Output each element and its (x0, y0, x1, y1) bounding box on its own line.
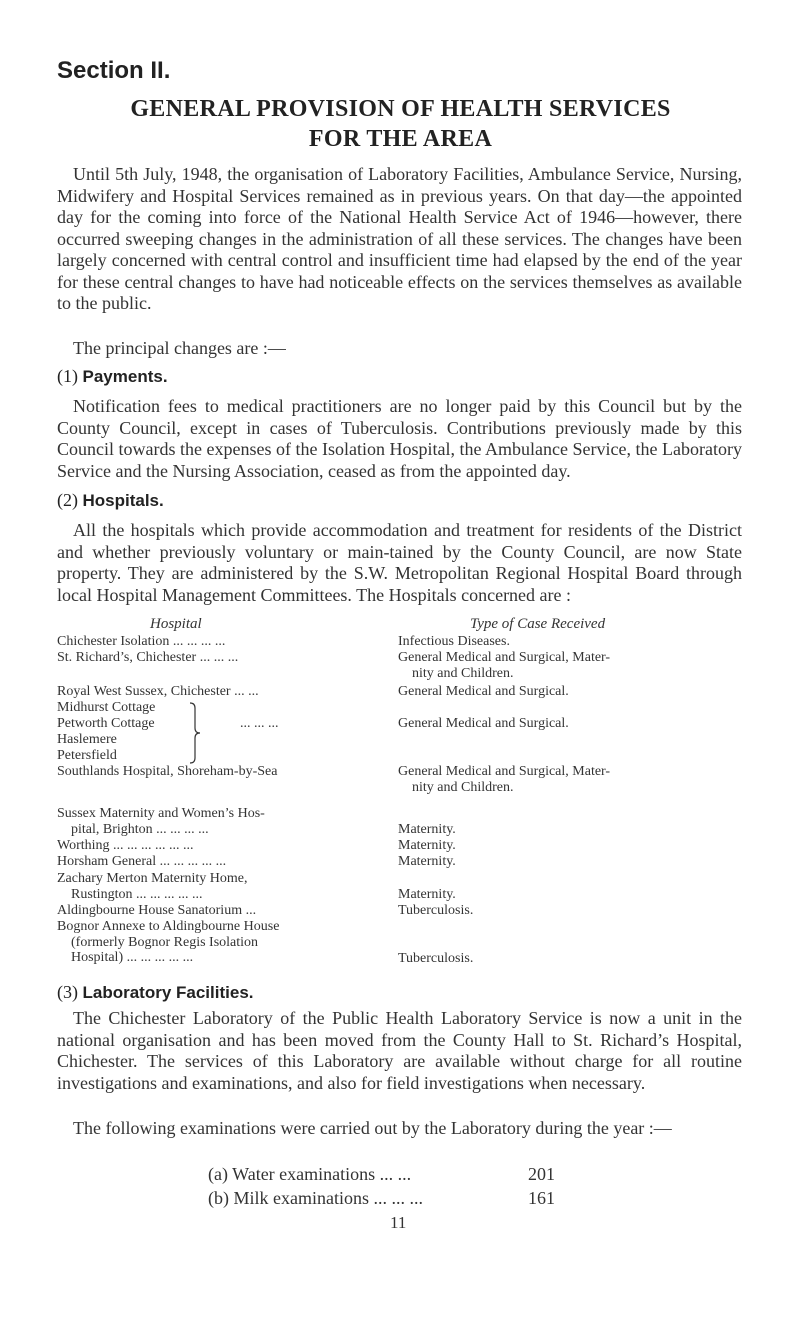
column-head-type: Type of Case Received (470, 616, 606, 632)
laboratory-following: The following examinations were carried out by the Laboratory during the year :— (73, 1118, 672, 1138)
title-line-2: FOR THE AREA (308, 126, 493, 152)
hospital-name: Petworth Cottage (57, 716, 155, 731)
laboratory-heading: (3) Laboratory Facilities. (57, 982, 254, 1002)
case-type: General Medical and Surgical, Mater- nity and Children. (398, 650, 611, 681)
case-type: Maternity. (398, 838, 456, 853)
exam-count: 201 (528, 1164, 555, 1184)
hospital-name: Midhurst Cottage (57, 700, 156, 715)
hospital-name: Worthing ... ... ... ... ... ... (57, 838, 194, 853)
case-type: Maternity. (398, 887, 456, 902)
case-type: General Medical and Surgical. (398, 684, 569, 699)
case-type: Tuberculosis. (398, 951, 474, 966)
hospitals-paragraph: All the hospitals which provide accommodation and treatment for residents of the District and whether previously voluntary or main-tained by the County Council, are now State property. They are administered by the S.W. Metropolitan Regional Hospital Board through local Hospital Management Committees. The Hospitals concerned are : (57, 520, 742, 605)
case-type: Maternity. (398, 854, 456, 869)
payments-heading: (1) Payments. (57, 366, 168, 386)
leader-dots: ... ... ... (240, 716, 279, 731)
hospital-name: Bognor Annexe to Aldingbourne House (formerly Bognor Regis Isolation Hospital) ... ... ... ... ... (57, 919, 280, 965)
page-number: 11 (390, 1213, 407, 1232)
section-label: Section II. (57, 57, 171, 84)
hospital-name: Haslemere (57, 732, 117, 747)
case-type: Infectious Diseases. (398, 634, 510, 649)
hospital-name: Southlands Hospital, Shoreham-by-Sea (57, 764, 278, 779)
exam-count: 161 (528, 1188, 555, 1208)
exam-label: (a) Water examinations ... ... (208, 1164, 412, 1184)
hospital-name: Royal West Sussex, Chichester ... ... (57, 684, 259, 699)
hospital-name: St. Richard’s, Chichester ... ... ... (57, 650, 239, 665)
laboratory-paragraph: The Chichester Laboratory of the Public Health Laboratory Service is now a unit in the national organisation and has been moved from the County Hall to St. Richard’s Hospital, Chichester. The services of this Laboratory are available without charge for all routine investigations and examinations, and also for field investigations when necessary. (57, 1008, 742, 1093)
intro-paragraph: Until 5th July, 1948, the organisation of Laboratory Facilities, Ambulance Service, Nursing, Midwifery and Hospital Services remained as in previous years. On that day—the appointed day for the coming into force of the National Health Service Act of 1946—however, there occurred sweeping changes in the administration of all these services. The changes have been largely concerned with central control and insufficient time had elapsed by the end of the year for these central changes to have had noticeable effects on the services themselves as available to the public. (57, 164, 742, 313)
title-line-1: GENERAL PROVISION OF HEALTH SERVICES (130, 96, 671, 122)
hospital-name: Zachary Merton Maternity Home, Rustington ... ... ... ... ... (57, 871, 248, 902)
case-type: General Medical and Surgical. (398, 716, 569, 731)
column-head-hospital: Hospital (150, 616, 202, 632)
hospitals-heading: (2) Hospitals. (57, 490, 164, 510)
case-type: Tuberculosis. (398, 903, 474, 918)
hospital-name: Aldingbourne House Sanatorium ... (57, 903, 257, 918)
exam-label: (b) Milk examinations ... ... ... (208, 1188, 423, 1208)
case-type: Maternity. (398, 822, 456, 837)
hospital-name: Sussex Maternity and Women’s Hos- pital, Brighton ... ... ... ... (57, 806, 265, 837)
payments-paragraph: Notification fees to medical practitioners are no longer paid by this Council but by the County Council, except in cases of Tuberculosis. Contributions previously made by this Council towards the expenses of the Isolation Hospital, the Ambulance Service, the Laboratory Service and the Nursing Association, ceased as from the appointed day. (57, 396, 742, 481)
hospital-name: Petersfield (57, 748, 117, 763)
hospital-name: Horsham General ... ... ... ... ... (57, 854, 227, 869)
case-type: General Medical and Surgical, Mater- nity and Children. (398, 764, 611, 795)
right-brace (188, 702, 202, 764)
principal-changes: The principal changes are :— (73, 338, 286, 358)
hospital-name: Chichester Isolation ... ... ... ... (57, 634, 226, 649)
